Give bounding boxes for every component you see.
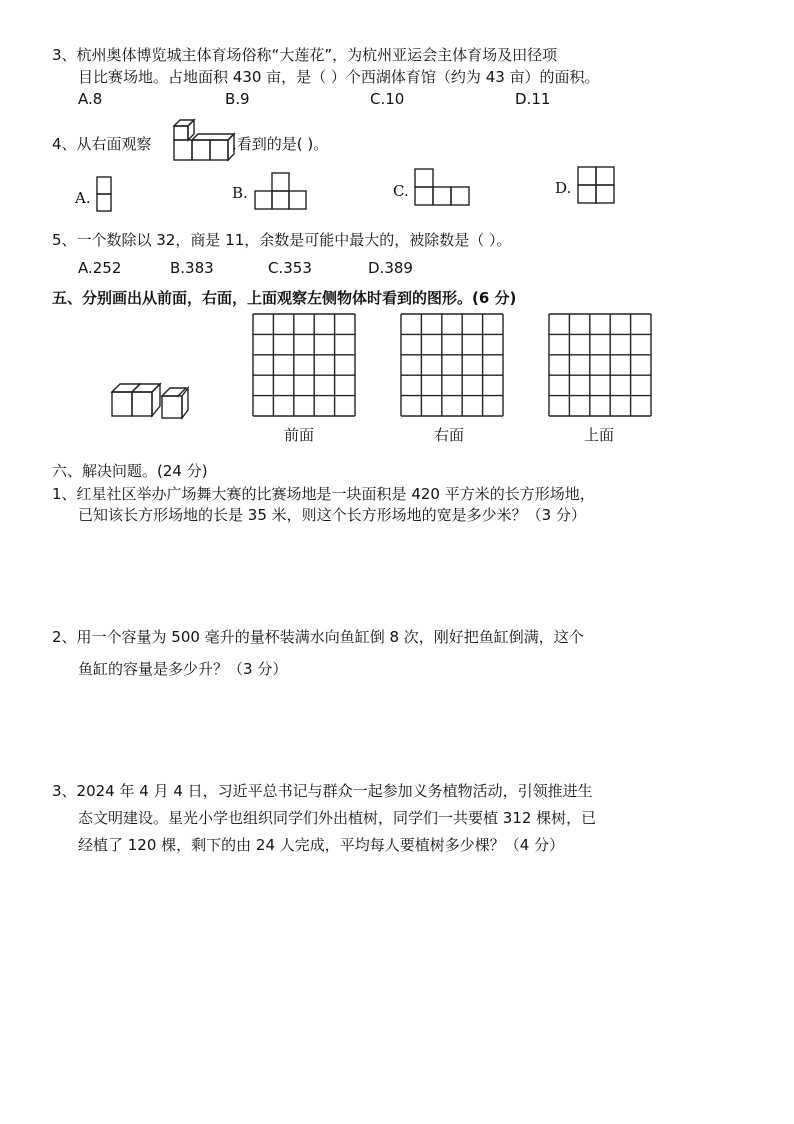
q4-prefix: 4、从右面观察 (52, 135, 152, 153)
q3-line2: 目比赛场地。占地面积 430 亩，是（ ）个西湖体育馆（约为 43 亩）的面积。 (78, 68, 600, 86)
q3-line1: 3、杭州奥体博览城主体育场俗称“大莲花”，为杭州亚运会主体育场及田径项 (52, 46, 558, 64)
top-view-caption: 上面 (584, 426, 615, 444)
q3-option-b: B.9 (225, 90, 250, 108)
section5-solid-figure (110, 378, 190, 420)
q4-option-a-figure (96, 176, 112, 212)
section6-title: 六、解决问题。(24 分) (52, 462, 208, 480)
q5-option-c: C.353 (268, 259, 312, 277)
front-view-grid (252, 313, 356, 417)
problem2-line1: 2、用一个容量为 500 毫升的量杯装满水向鱼缸倒 8 次，刚好把鱼缸倒满，这个 (52, 628, 584, 646)
problem3-line2: 态文明建设。星光小学也组织同学们外出植树，同学们一共要植 312 棵树，已 (78, 809, 597, 827)
problem3-line1: 3、2024 年 4 月 4 日，习近平总书记与群众一起参加义务植物活动，引领推进生 (52, 782, 593, 800)
problem1-line1: 1、红星社区举办广场舞大赛的比赛场地是一块面积是 420 平方米的长方形场地， (52, 485, 595, 503)
right-view-grid (400, 313, 504, 417)
q4-option-a-label: A. (75, 189, 91, 207)
q4-suffix: ,看到的是( )。 (232, 135, 329, 153)
q3-option-c: C.10 (370, 90, 405, 108)
q3-option-a: A.8 (78, 90, 103, 108)
problem3-line3: 经植了 120 棵，剩下的由 24 人完成，平均每人要植树多少棵？（4 分） (78, 836, 565, 854)
q3-option-d: D.11 (515, 90, 551, 108)
front-view-caption: 前面 (284, 426, 315, 444)
q4-option-d-label: D. (555, 179, 572, 197)
q4-option-b-label: B. (232, 184, 248, 202)
right-view-caption: 右面 (434, 426, 465, 444)
problem1-line2: 已知该长方形场地的长是 35 米，则这个长方形场地的宽是多少米？（3 分） (78, 506, 586, 524)
problem2-line2: 鱼缸的容量是多少升？（3 分） (78, 660, 288, 678)
q5-text: 5、一个数除以 32，商是 11，余数是可能中最大的，被除数是（ ）。 (52, 231, 512, 249)
q4-option-c-label: C. (393, 182, 409, 200)
q4-solid-figure (172, 118, 234, 164)
q5-option-b: B.383 (170, 259, 214, 277)
q4-option-d-figure (577, 166, 615, 204)
top-view-grid (548, 313, 652, 417)
q5-option-d: D.389 (368, 259, 413, 277)
q4-option-b-figure (253, 172, 309, 210)
q5-option-a: A.252 (78, 259, 122, 277)
section5-title: 五、分别画出从前面，右面，上面观察左侧物体时看到的图形。(6 分) (52, 289, 517, 307)
q4-option-c-figure (414, 168, 470, 206)
